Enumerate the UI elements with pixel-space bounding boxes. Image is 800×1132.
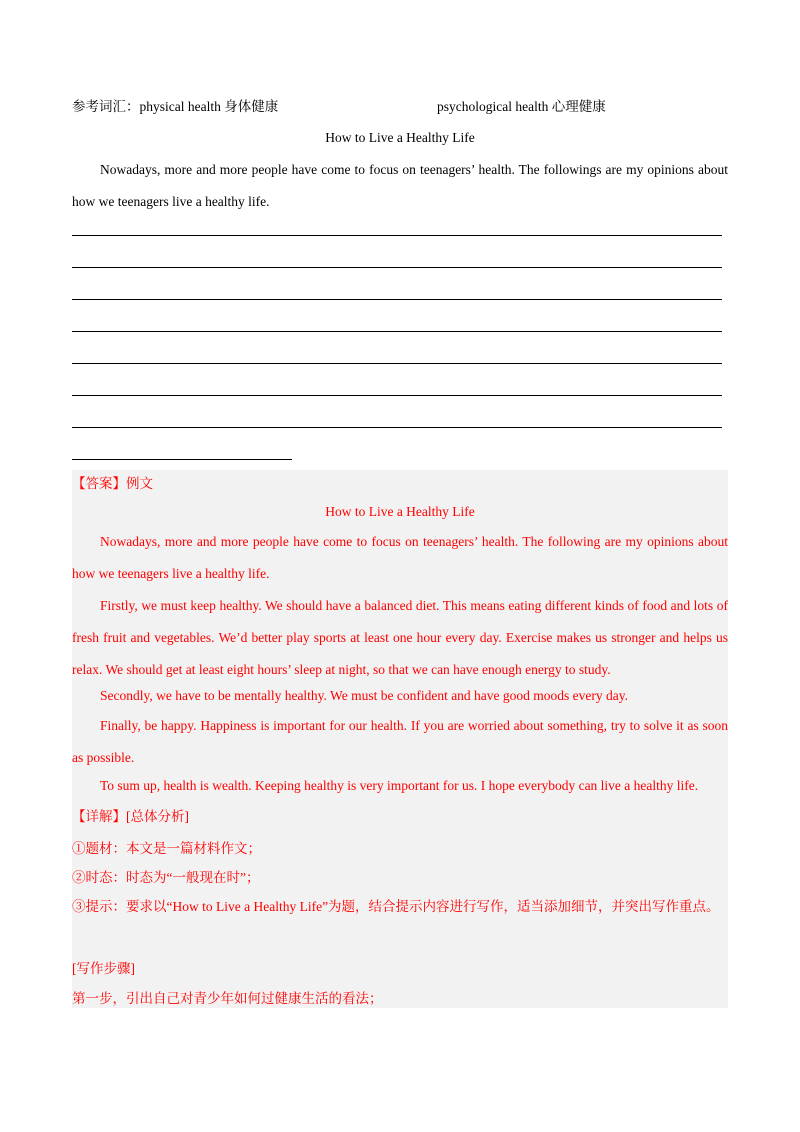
prompt-intro: Nowadays, more and more people have come to focus on teenagers’ health. The followings are my opinions about how we teenagers live a healthy life.: [72, 162, 728, 209]
answer-label: 【答案】例文: [72, 476, 153, 491]
writing-line: [72, 427, 722, 428]
analysis-item-3: ③提示：要求以“How to Live a Healthy Life”为题，结合提示内容进行写作，适当添加细节，并突出写作重点。: [72, 899, 720, 914]
answer-title: How to Live a Healthy Life: [325, 504, 475, 519]
writing-line: [72, 395, 722, 396]
vocab-term-physical: 参考词汇：physical health 身体健康: [72, 99, 279, 114]
answer-paragraph-5: To sum up, health is wealth. Keeping healthy is very important for us. I hope everybody can live a healthy life.: [100, 778, 699, 793]
answer-paragraph-2: Firstly, we must keep healthy. We should have a balanced diet. This means eating different kinds of food and lots of fresh fruit and vegetables. We’d better play sports at least one hour every day. Exercise makes us stronger and helps us relax. We should get at least eight hours’ sleep at night, so that we can have enough energy to study.: [72, 598, 728, 677]
analysis-item-2: ②时态：时态为“一般现在时”；: [72, 870, 260, 885]
analysis-item-1: ①题材：本文是一篇材料作文；: [72, 841, 261, 856]
writing-line: [72, 299, 722, 300]
analysis-label: 【详解】[总体分析]: [72, 809, 189, 824]
answer-paragraph-1: Nowadays, more and more people have come to focus on teenagers’ health. The following are my opinions about how we teenagers live a healthy life.: [72, 534, 728, 581]
answer-paragraph-4: Finally, be happy. Happiness is important for our health. If you are worried about something, try to solve it as soon as possible.: [72, 718, 728, 765]
writing-step-1: 第一步，引出自己对青少年如何过健康生活的看法；: [72, 991, 383, 1006]
writing-line: [72, 235, 722, 236]
prompt-title: How to Live a Healthy Life: [325, 130, 475, 145]
answer-paragraph-3: Secondly, we have to be mentally healthy. We must be confident and have good moods every day.: [100, 688, 629, 703]
writing-steps-label: [写作步骤]: [72, 961, 135, 976]
writing-line: [72, 331, 722, 332]
vocab-term-psychological: psychological health 心理健康: [437, 99, 606, 114]
writing-line: [72, 459, 292, 460]
writing-line: [72, 363, 722, 364]
writing-line: [72, 267, 722, 268]
vocabulary-hint: [72, 97, 728, 117]
